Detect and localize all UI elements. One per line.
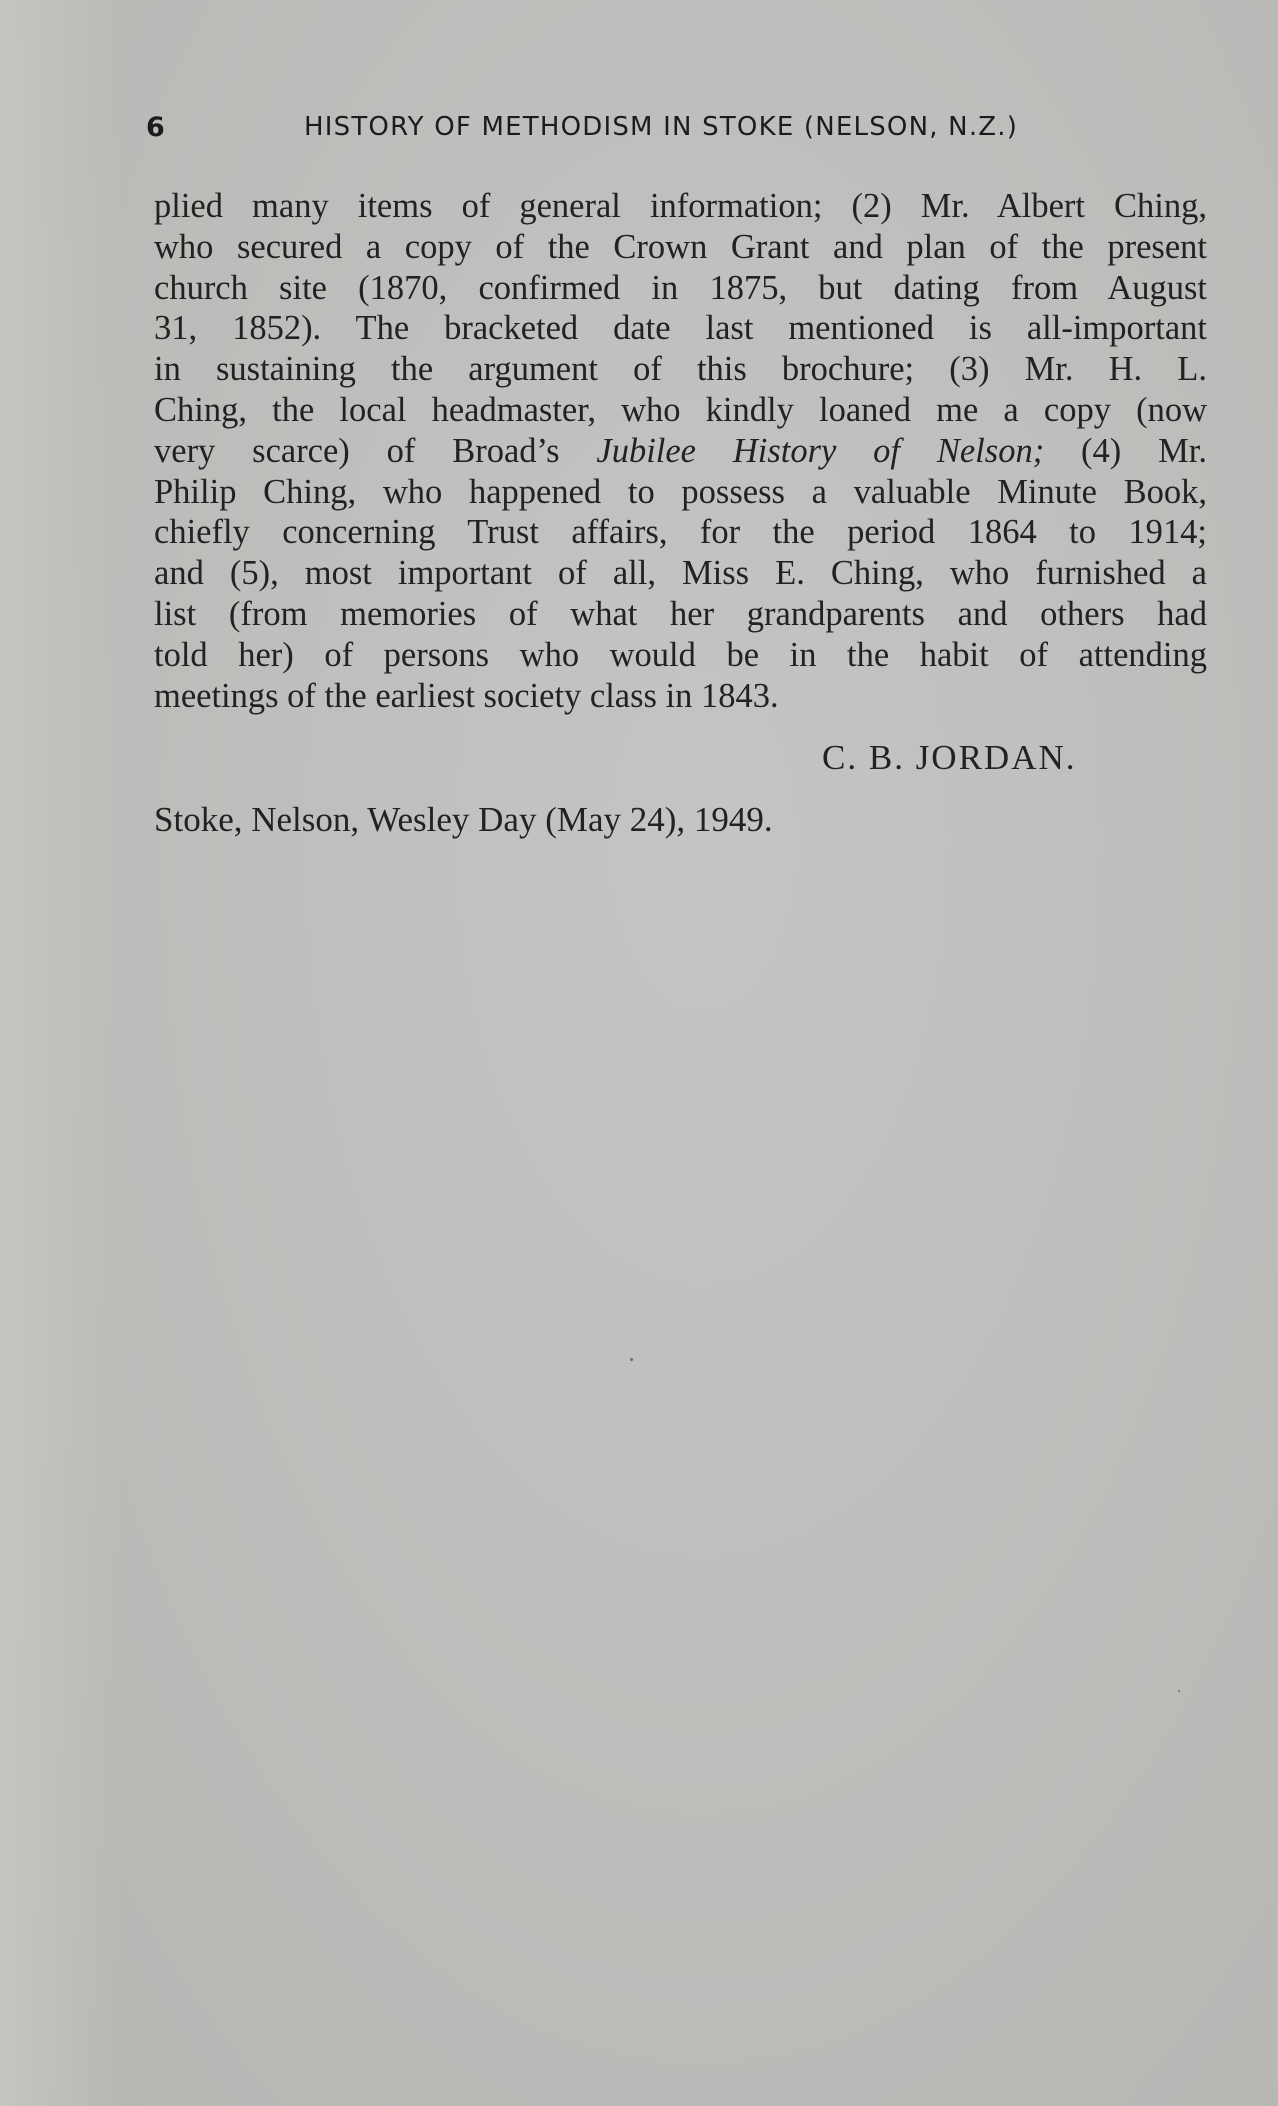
page-edge-shading	[0, 0, 120, 2106]
text-line: plied many items of general information; (2) Mr. Albert Ching,	[154, 187, 1207, 225]
text-segment: very scarce) of Broad’s	[154, 431, 560, 470]
text-line: in sustaining the argument of this brochure; (3) Mr. H. L.	[154, 350, 1207, 389]
text-line: church site (1870, confirmed in 1875, but dating from August	[154, 268, 1207, 307]
text-segment: (4) Mr.	[1081, 431, 1207, 470]
author-signature: C. B. JORDAN.	[822, 738, 1077, 777]
text-line: 31, 1852). The bracketed date last mentioned is all-important	[154, 309, 1207, 348]
text-line: chiefly concerning Trust affairs, for the period 1864 to 1914;	[154, 513, 1207, 552]
text-line: list (from memories of what her grandparents and others had	[154, 594, 1207, 633]
running-title: HISTORY OF METHODISM IN STOKE (NELSON, N.Z.)	[304, 112, 1019, 142]
running-header	[146, 112, 1126, 152]
text-line-with-book-title	[154, 431, 1207, 472]
paper-speck	[630, 1358, 633, 1361]
text-line: told her) of persons who would be in the habit of attending	[154, 635, 1207, 674]
text-line: who secured a copy of the Crown Grant and plan of the present	[154, 227, 1207, 266]
text-line: meetings of the earliest society class in 1843.	[154, 676, 779, 715]
paper-speck	[1178, 1690, 1180, 1692]
text-line: Philip Ching, who happened to possess a valuable Minute Book,	[154, 472, 1207, 511]
body-paragraph	[154, 186, 1207, 716]
text-line: Ching, the local headmaster, who kindly loaned me a copy (now	[154, 390, 1207, 429]
place-and-date: Stoke, Nelson, Wesley Day (May 24), 1949.	[154, 800, 773, 839]
page-number: 6	[146, 112, 165, 143]
text-line: and (5), most important of all, Miss E. Ching, who furnished a	[154, 554, 1207, 593]
book-title: Jubilee History of Nelson;	[596, 431, 1045, 470]
